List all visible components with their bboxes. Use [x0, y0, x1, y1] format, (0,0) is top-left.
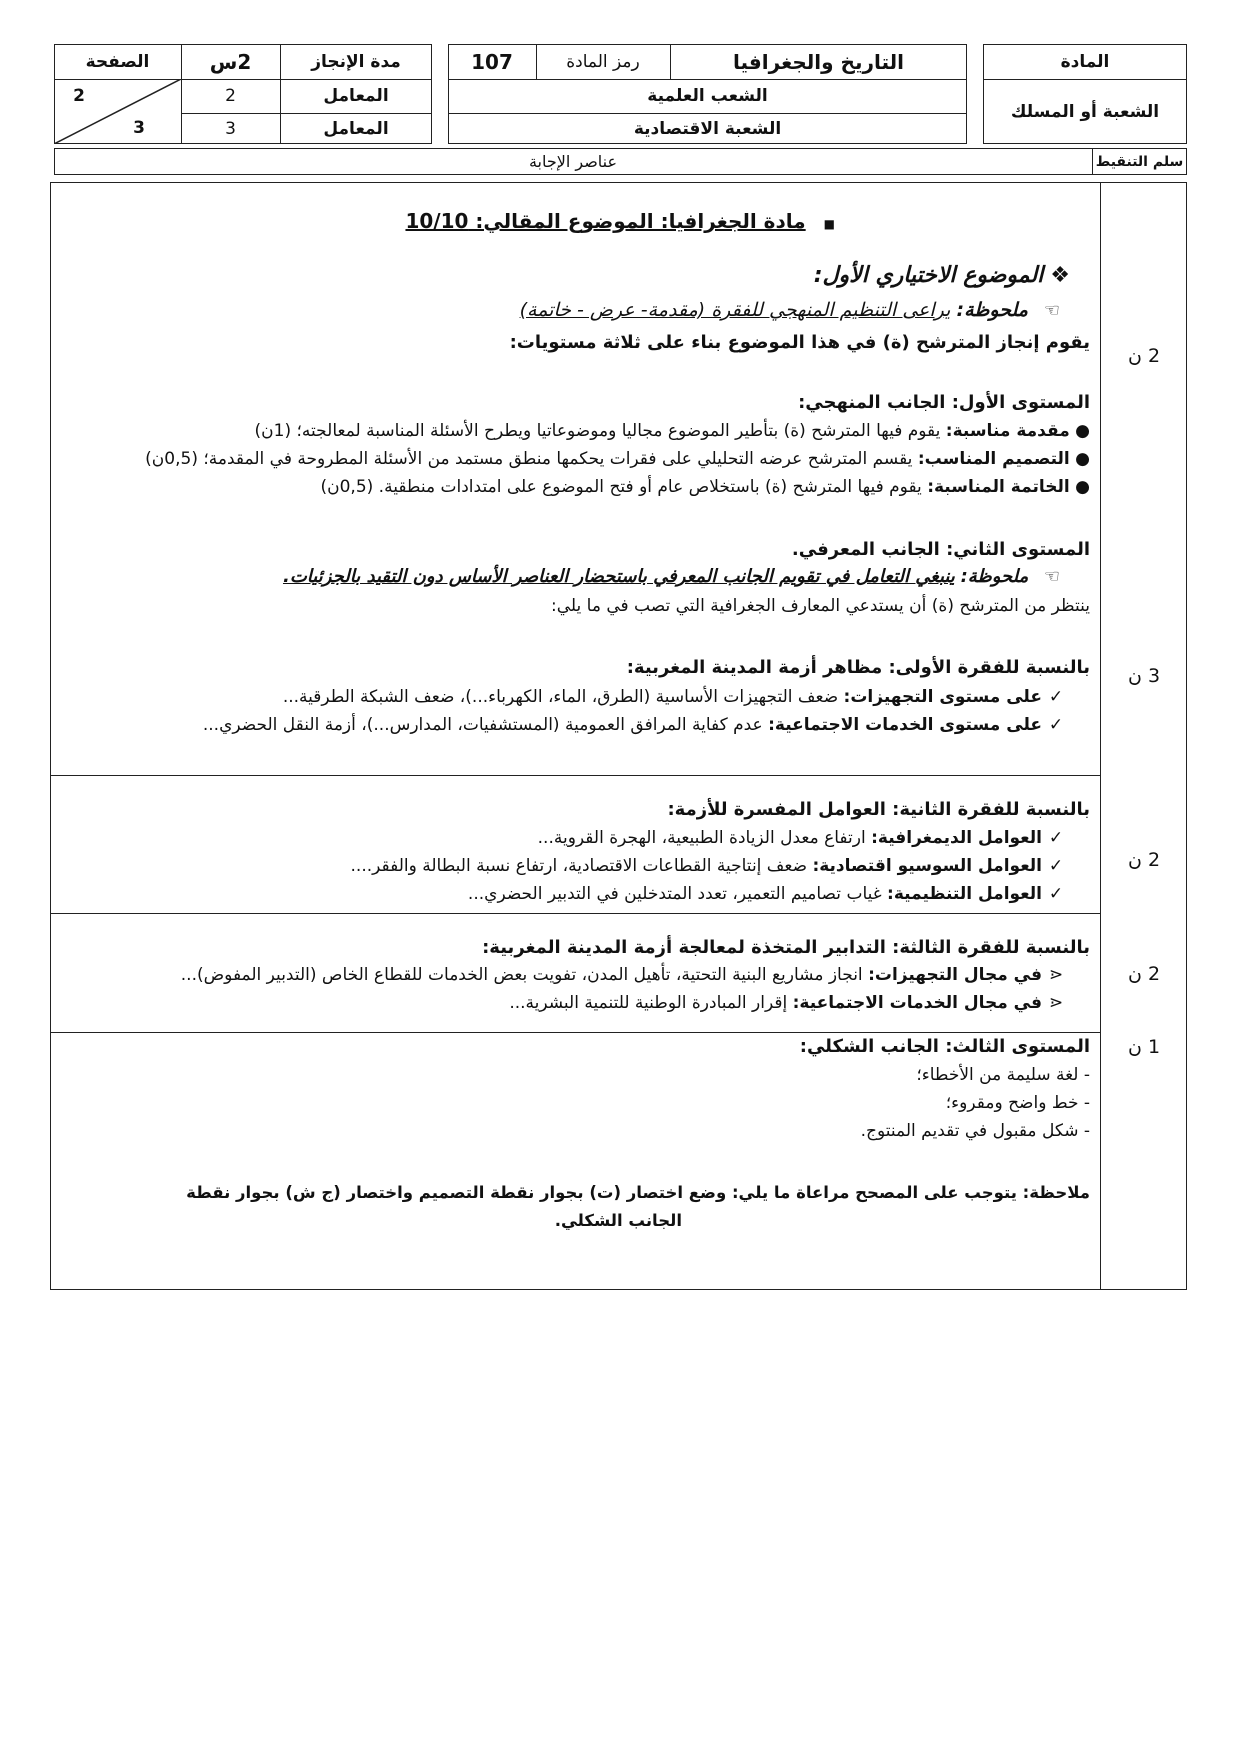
arrow-bullet-icon: ⋖ [1048, 965, 1064, 985]
duration-value: 2س [209, 49, 252, 74]
score-1: 2 ن [1127, 345, 1161, 367]
level2-intro: ينتظر من المترشح (ة) أن يستدعي المعارف الجغرافية التي تصب في ما يلي: [550, 596, 1090, 616]
para3-item-2: ⋖في مجال الخدمات الاجتماعية: إقرار المبادرة الوطنية للتنمية البشرية... [509, 990, 1070, 1016]
branch-label: الشعبة أو المسلك [1010, 101, 1160, 122]
final-note-line-1: ملاحظة: يتوجب على المصحح مراعاة ما يلي: وضع اختصار (ت) بجوار نقطة التصميم واختصار (ج ش) بجوار نقطة [186, 1183, 1090, 1202]
page-number: 2 [73, 86, 85, 106]
branch-2: الشعبة الاقتصادية [633, 118, 782, 139]
subject-label: المادة [1060, 51, 1110, 72]
pointing-hand-icon-2: ☜ [1043, 566, 1061, 587]
level3-item-2: - خط واضح ومقروء؛ [945, 1093, 1090, 1113]
page-label: الصفحة [85, 51, 150, 72]
check-icon: ✓ [1048, 884, 1064, 904]
level1-item-2: ● التصميم المناسب: يقسم المترشح عرضه التحليلي على فقرات يحكمها منطق مستمد من الأسئلة المطروحة في المقدمة؛ (0,5ن) [145, 449, 1090, 469]
duration-label: مدة الإنجاز [311, 51, 401, 72]
check-icon: ✓ [1048, 828, 1064, 848]
level3-item-3: - شكل مقبول في تقديم المنتوج. [860, 1121, 1090, 1141]
topic-heading: ❖ الموضوع الاختياري الأول: [813, 263, 1070, 288]
level1-item-3: ● الخاتمة المناسبة: يقوم فيها المترشح (ة) باستخلاص عام أو فتح الموضوع على امتدادات منطقية. (0,5ن) [320, 477, 1090, 497]
level2-title: المستوى الثاني: الجانب المعرفي. [791, 539, 1090, 560]
code-value: 107 [471, 49, 513, 74]
branch-1: الشعب العلمية [647, 86, 768, 106]
para1-item-1: ✓على مستوى التجهيزات: ضعف التجهيزات الأساسية (الطرق، الماء، الكهرباء...)، ضعف الشبكة الطرقية... [283, 684, 1070, 710]
coef-value-1: 2 [225, 86, 236, 106]
check-icon: ✓ [1048, 687, 1064, 707]
pointing-hand-icon: ☜ [1043, 300, 1061, 321]
para2-item-3: ✓العوامل التنظيمية: غياب تصاميم التعمير، تعدد المتدخلين في التدبير الحضري... [468, 881, 1070, 907]
para2-item-1: ✓العوامل الديمغرافية: ارتفاع معدل الزيادة الطبيعية، الهجرة القروية... [538, 825, 1070, 851]
arrow-bullet-icon: ⋖ [1048, 993, 1064, 1013]
level1-title: المستوى الأول: الجانب المنهجي: [798, 392, 1090, 413]
level1-item-1: ● مقدمة مناسبة: يقوم فيها المترشح (ة) بتأطير الموضوع مجاليا وموضوعاتيا ويطرح الأسئلة المناسبة لمعالجته؛ (1ن) [254, 421, 1090, 441]
check-icon: ✓ [1048, 856, 1064, 876]
check-icon: ✓ [1048, 715, 1064, 735]
score-2: 3 ن [1127, 665, 1161, 687]
para3-title: بالنسبة للفقرة الثالثة: التدابير المتخذة لمعالجة أزمة المدينة المغربية: [482, 937, 1090, 958]
answers-column-header: عناصر الإجابة [528, 152, 618, 171]
note-2: ☜ ملحوظة: ينبغي التعامل في تقويم الجانب المعرفي باستحضار العناصر الأساس دون التقيد بالجزئيات. [283, 564, 1070, 590]
page-total: 3 [133, 118, 145, 138]
para3-item-1: ⋖في مجال التجهيزات: انجاز مشاريع البنية التحتية، تأهيل المدن، تفويت بعض الخدمات للقطاع الخاص (التدبير المفوض)... [181, 962, 1070, 988]
score-3: 2 ن [1127, 849, 1161, 871]
para2-title: بالنسبة للفقرة الثانية: العوامل المفسرة للأزمة: [667, 799, 1090, 820]
coef-label-2: المعامل [323, 118, 389, 139]
final-note-line-2: الجانب الشكلي. [554, 1211, 682, 1230]
score-5: 1 ن [1127, 1036, 1161, 1058]
para2-item-2: ✓العوامل السوسيو اقتصادية: ضعف إنتاجية القطاعات الاقتصادية، ارتفاع نسبة البطالة والفقر.... [351, 853, 1070, 879]
para1-title: بالنسبة للفقرة الأولى: مظاهر أزمة المدينة المغربية: [626, 657, 1090, 678]
level3-item-1: - لغة سليمة من الأخطاء؛ [916, 1065, 1090, 1085]
section-title: ■مادة الجغرافيا: الموضوع المقالي: 10/10 [405, 209, 835, 233]
note-1: ☜ ملحوظة: يراعى التنظيم المنهجي للفقرة (مقدمة- عرض - خاتمة) [520, 297, 1070, 324]
code-label: رمز المادة [566, 51, 640, 72]
coef-label-1: المعامل [323, 86, 389, 106]
subject-value: التاريخ والجغرافيا [733, 49, 905, 74]
level3-title: المستوى الثالث: الجانب الشكلي: [799, 1036, 1090, 1057]
grading-column-header: سلم التنقيط [1095, 153, 1184, 170]
coef-value-2: 3 [225, 118, 236, 139]
para1-item-2: ✓على مستوى الخدمات الاجتماعية: عدم كفاية المرافق العمومية (المستشفيات، المدارس...)، أزمة النقل الحضري... [203, 712, 1070, 738]
intro-text: يقوم إنجاز المترشح (ة) في هذا الموضوع بناء على ثلاثة مستويات: [509, 332, 1090, 353]
score-4: 2 ن [1127, 963, 1161, 985]
